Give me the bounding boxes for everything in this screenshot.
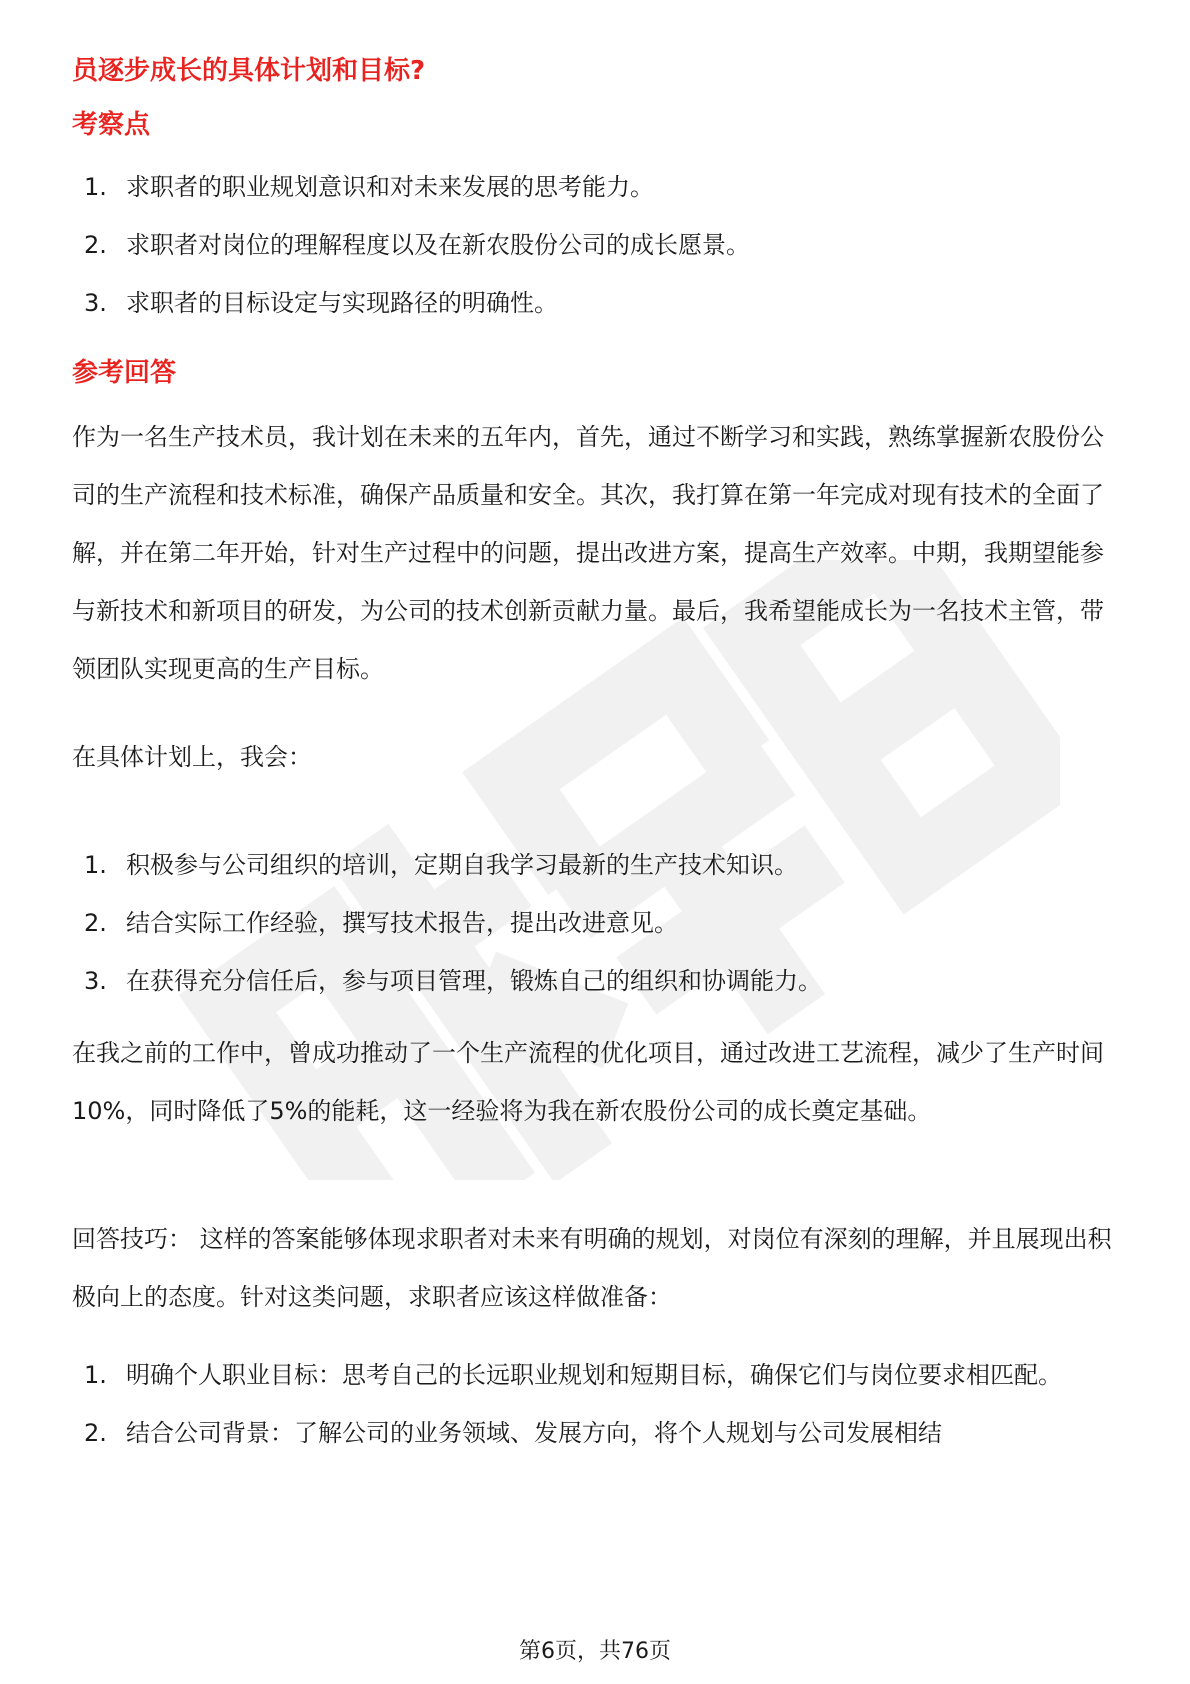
list-item: 2. 结合公司背景：了解公司的业务领域、发展方向，将个人规划与公司发展相结 xyxy=(84,1419,942,1447)
tips-paragraph: 回答技巧： 这样的答案能够体现求职者对未来有明确的规划，对岗位有深刻的理解，并且展现出积极向上的态度。针对这类问题，求职者应该这样做准备： xyxy=(72,1225,1112,1311)
plan-intro: 在具体计划上，我会： xyxy=(72,743,312,771)
answer-paragraph: 作为一名生产技术员，我计划在未来的五年内，首先，通过不断学习和实践，熟练掌握新农股份公司的生产流程和技术标准，确保产品质量和安全。其次，我打算在第一年完成对现有技术的全面了解，并在第二年开始，针对生产过程中的问题，提出改进方案，提高生产效率。中期，我期望能参与新技术和新项目的研发，为公司的技术创新贡献力量。最后，我希望能成长为一名技术主管，带领团队实现更高的生产目标。 xyxy=(72,423,1104,683)
assessment-heading: 考察点 xyxy=(72,110,151,140)
answer-heading: 参考回答 xyxy=(72,358,177,388)
assessment-list xyxy=(84,158,1124,332)
list-item: 2. 求职者对岗位的理解程度以及在新农股份公司的成长愿景。 xyxy=(84,231,750,259)
list-item: 1. 求职者的职业规划意识和对未来发展的思考能力。 xyxy=(84,173,654,201)
plan-list xyxy=(84,836,1124,1010)
list-item: 1. 明确个人职业目标：思考自己的长远职业规划和短期目标，确保它们与岗位要求相匹配。 xyxy=(84,1361,1062,1389)
list-item: 3. 求职者的目标设定与实现路径的明确性。 xyxy=(84,289,558,317)
list-item: 1. 积极参与公司组织的培训，定期自我学习最新的生产技术知识。 xyxy=(84,851,798,879)
page-number: 第6页，共76页 xyxy=(519,1639,671,1664)
list-item: 2. 结合实际工作经验，撰写技术报告，提出改进意见。 xyxy=(84,909,678,937)
experience-paragraph: 在我之前的工作中，曾成功推动了一个生产流程的优化项目，通过改进工艺流程，减少了生产时间10%，同时降低了5%的能耗，这一经验将为我在新农股份公司的成长奠定基础。 xyxy=(72,1039,1104,1125)
question-title: 员逐步成长的具体计划和目标? xyxy=(72,56,426,86)
tips-list xyxy=(84,1346,1124,1462)
list-item: 3. 在获得充分信任后，参与项目管理，锻炼自己的组织和协调能力。 xyxy=(84,967,822,995)
